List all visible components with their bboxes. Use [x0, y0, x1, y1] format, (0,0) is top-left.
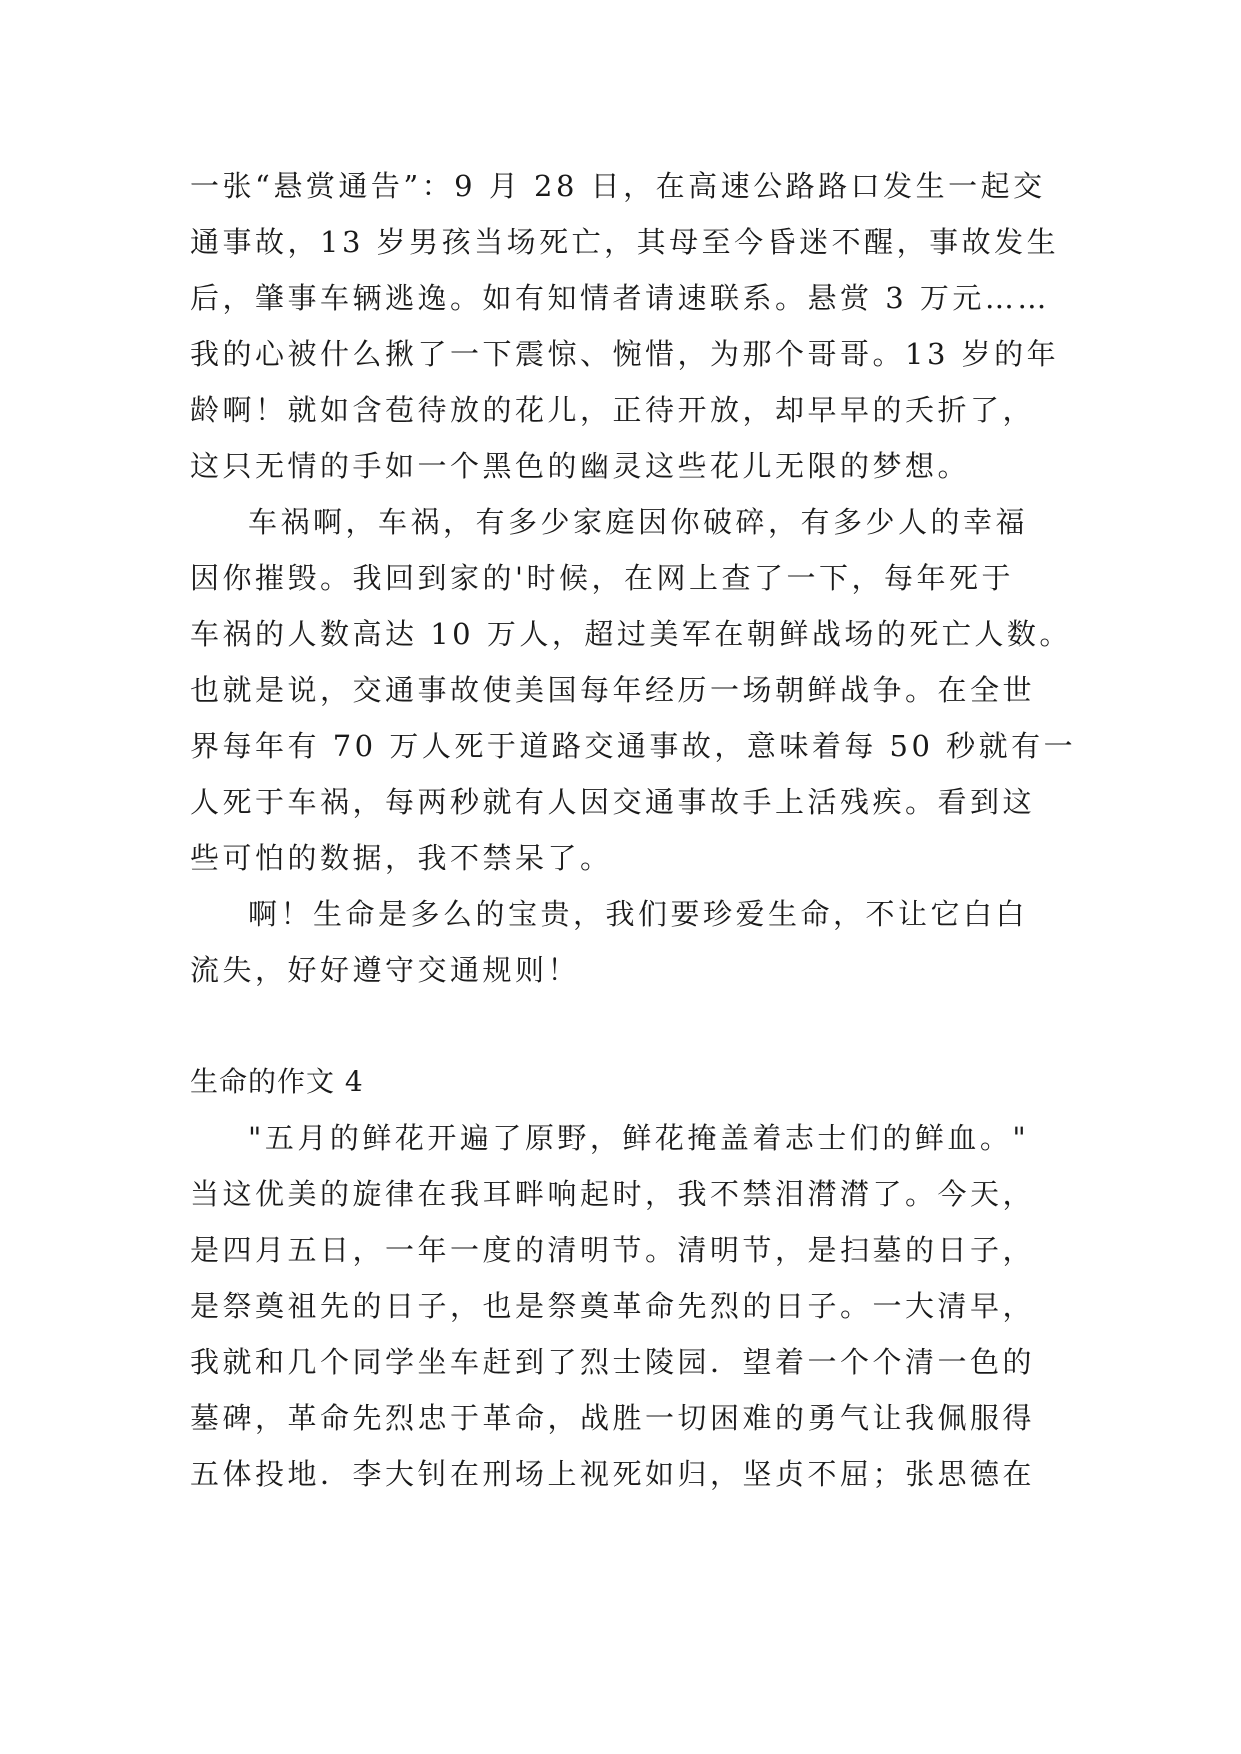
text-line: 因你摧毁。我回到家的'时候，在网上查了一下，每年死于	[190, 561, 1014, 595]
text-line: 些可怕的数据，我不禁呆了。	[190, 841, 613, 875]
text-line: 龄啊！就如含苞待放的花儿，正待开放，却早早的夭折了，	[190, 393, 1036, 427]
text-line: 当这优美的旋律在我耳畔响起时，我不禁泪潸潸了。今天，	[190, 1177, 1036, 1211]
text-line: 这只无情的手如一个黑色的幽灵这些花儿无限的梦想。	[190, 449, 971, 483]
text-line: 五体投地．李大钊在刑场上视死如归，坚贞不屈；张思德在	[190, 1457, 1036, 1491]
text-line: 车祸的人数高达 10 万人，超过美军在朝鲜战场的死亡人数。	[190, 617, 1072, 651]
text-line: 是四月五日，一年一度的清明节。清明节，是扫墓的日子，	[190, 1233, 1036, 1267]
text-line: 我就和几个同学坐车赶到了烈士陵园．望着一个个清一色的	[190, 1345, 1036, 1379]
text-line: 界每年有 70 万人死于道路交通事故，意味着每 50 秒就有一	[190, 729, 1077, 763]
section-heading: 生命的作文 4	[190, 1065, 364, 1098]
text-line: 后，肇事车辆逃逸。如有知情者请速联系。悬赏 3 万元……	[190, 281, 1050, 315]
text-line: 通事故，13 岁男孩当场死亡，其母至今昏迷不醒，事故发生	[190, 225, 1060, 259]
text-line: 是祭奠祖先的日子，也是祭奠革命先烈的日子。一大清早，	[190, 1289, 1036, 1323]
text-line: 一张“悬赏通告”：9 月 28 日，在高速公路路口发生一起交	[190, 169, 1046, 203]
text-line: 车祸啊，车祸，有多少家庭因你破碎，有多少人的幸福	[248, 505, 1029, 539]
text-line: 墓碑，革命先烈忠于革命，战胜一切困难的勇气让我佩服得	[190, 1401, 1036, 1435]
text-line: 人死于车祸，每两秒就有人因交通事故手上活残疾。看到这	[190, 785, 1036, 819]
text-line: 我的心被什么揪了一下震惊、惋惜，为那个哥哥。13 岁的年	[190, 337, 1060, 371]
text-line: 啊！生命是多么的宝贵，我们要珍爱生命，不让它白白	[248, 897, 1029, 931]
text-line: 也就是说，交通事故使美国每年经历一场朝鲜战争。在全世	[190, 673, 1036, 707]
text-line: 流失，好好遵守交通规则！	[190, 953, 581, 987]
text-line: "五月的鲜花开遍了原野，鲜花掩盖着志士们的鲜血。"	[248, 1121, 1030, 1155]
